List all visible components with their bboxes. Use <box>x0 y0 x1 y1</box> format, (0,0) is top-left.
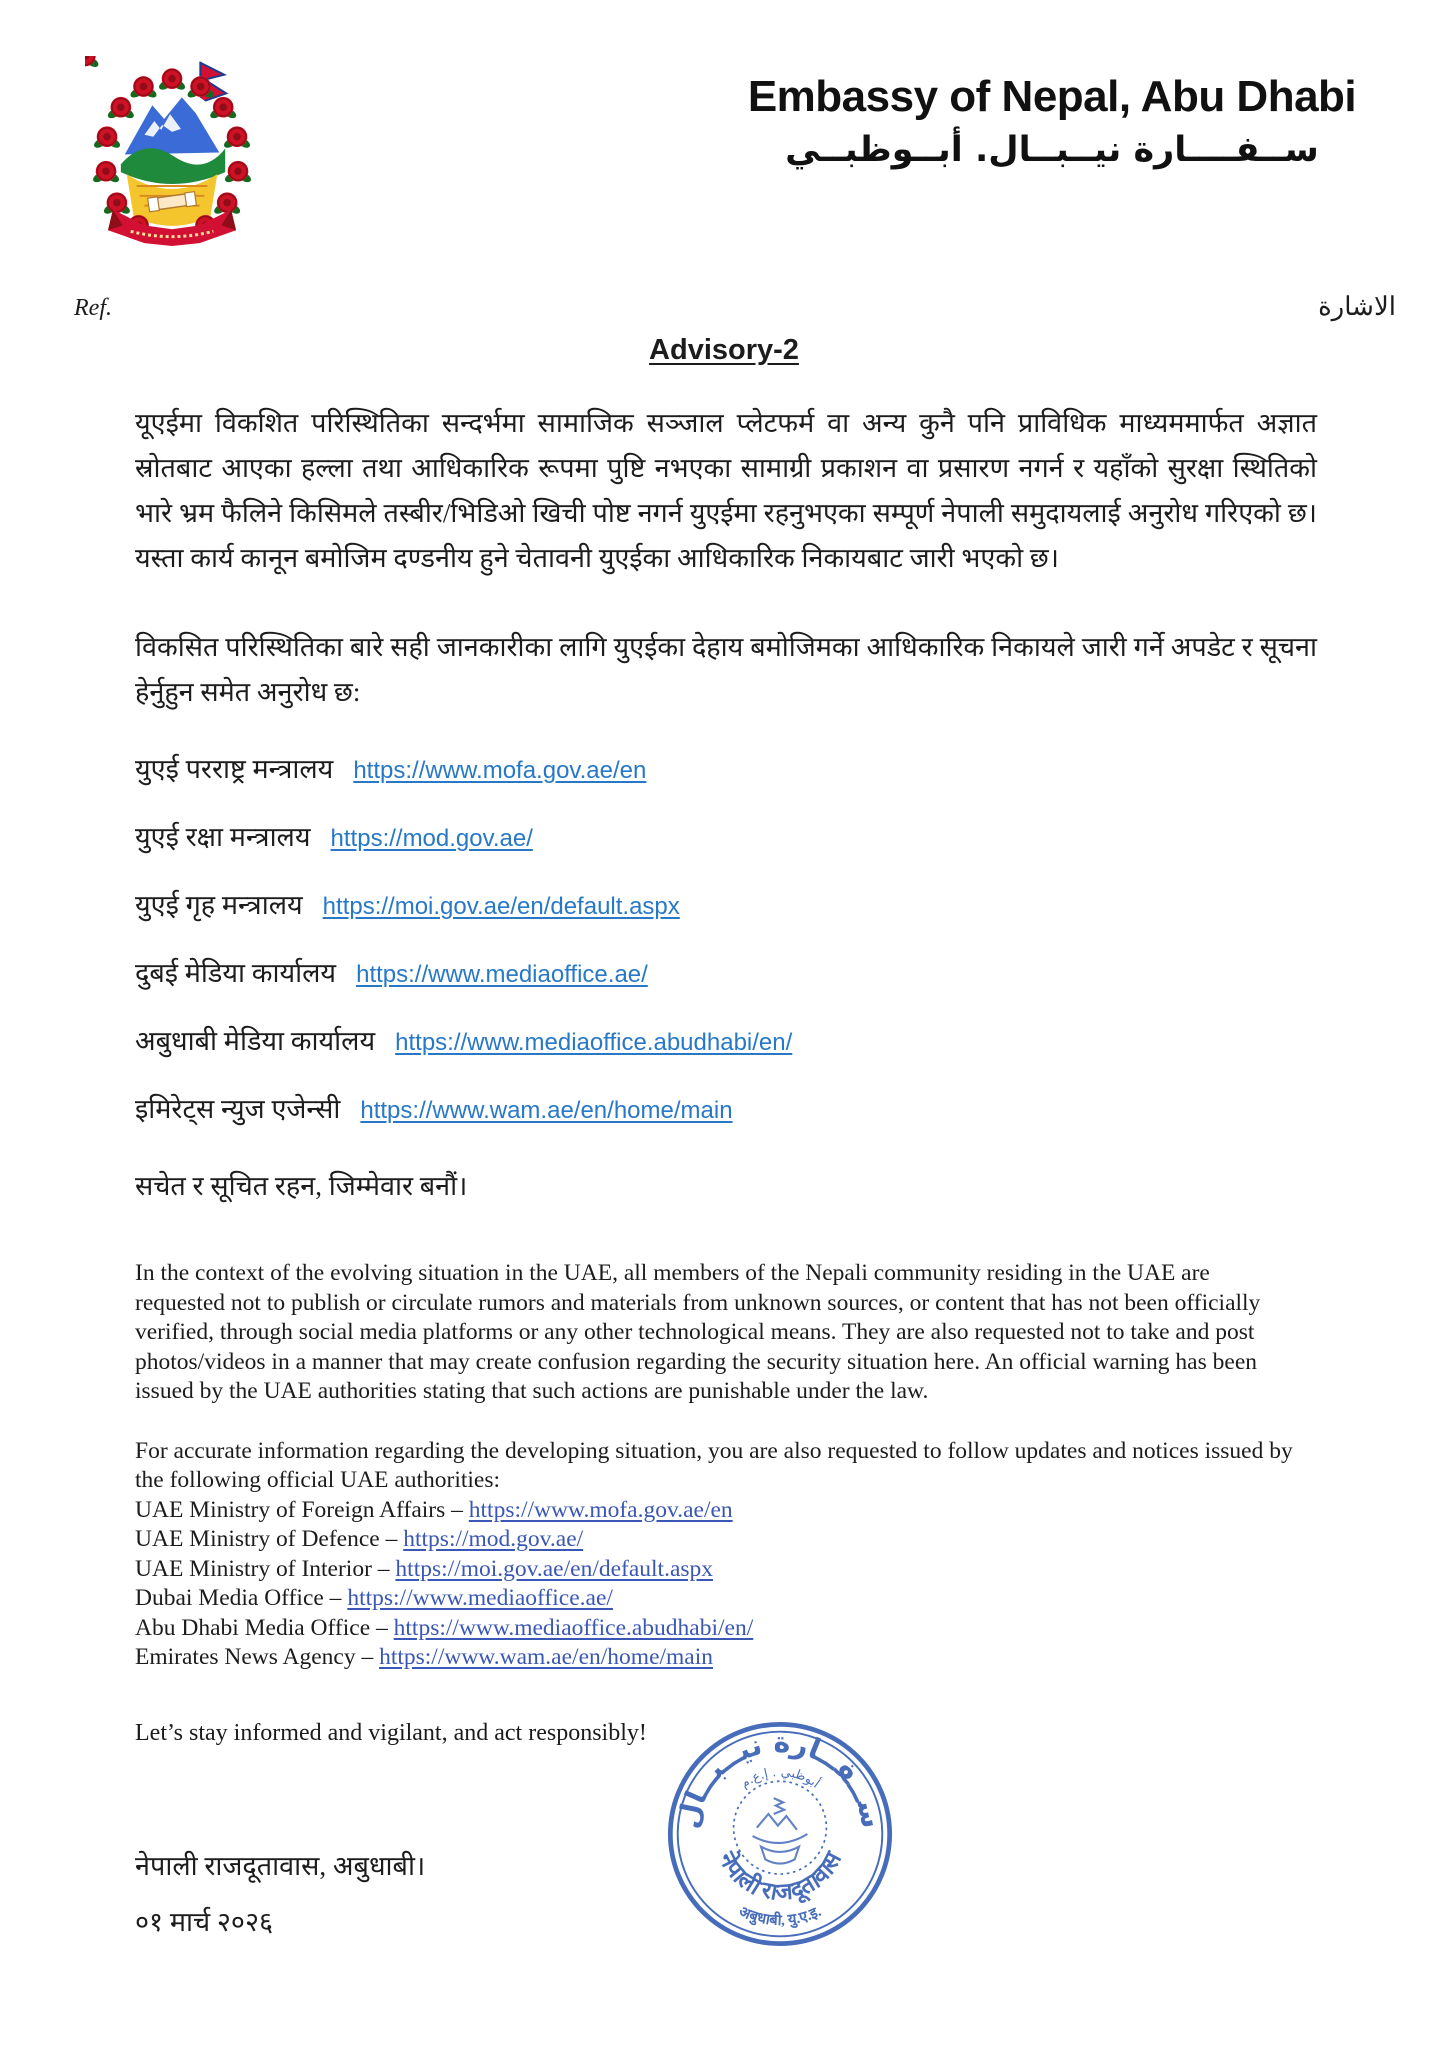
list-item <box>135 749 1317 786</box>
embassy-title-arabic: ســفــــارة نيــبــال. أبــوظبــي <box>785 130 1319 170</box>
en-link-url-mofa[interactable]: https://www.mofa.gov.ae/en <box>468 1496 733 1523</box>
signature-line: नेपाली राजदूतावास, अबुधाबी। <box>135 1851 426 1881</box>
stamp-arabic-top-text: ســفــارة نيــبــال <box>671 1725 889 1832</box>
embassy-seal-stamp <box>664 1716 896 1952</box>
ref-label-arabic: الاشارة <box>1318 292 1396 321</box>
list-item <box>135 1643 1300 1673</box>
list-item <box>135 953 1317 990</box>
list-item <box>135 817 1317 854</box>
ref-label: Ref. <box>74 295 112 321</box>
english-closing-line: Let’s stay informed and vigilant, and act responsibly! <box>135 1719 647 1746</box>
nepal-emblem-logo <box>85 56 263 248</box>
letterhead <box>0 0 1448 248</box>
np-link-label-mod: युएई रक्षा मन्त्रालय <box>135 822 311 852</box>
np-link-url-wam[interactable]: https://www.wam.ae/en/home/main <box>360 1097 733 1124</box>
document-title: Advisory-2 <box>649 334 799 366</box>
list-item <box>135 1584 1300 1614</box>
nepali-paragraph-1: यूएईमा विकशित परिस्थितिका सन्दर्भमा सामाजिक सञ्जाल प्लेटफर्म वा अन्य कुनै पनि प्राविधिक माध्यममार्फत अज्ञात स्रोतबाट आएका हल्ला तथा आधिकारिक रूपमा पुष्टि नभएका सामाग्री प्रकाशन वा प्रसारण नगर्न र यहाँको सुरक्षा स्थितिको भारे भ्रम फैलिने किसिमले तस्बीर/भिडिओ खिची पोष्ट नगर्न युएईमा रहनुभएका सम्पूर्ण नेपाली समुदायलाई अनुरोध गरिएको छ। यस्ता कार्य कानून बमोजिम दण्डनीय हुने चेतावनी युएईका आधिकारिक निकायबाट जारी भएको छ। <box>135 408 1317 573</box>
np-link-url-moi[interactable]: https://moi.gov.ae/en/default.aspx <box>322 893 680 920</box>
nepali-closing-line: सचेत र सूचित रहन, जिम्मेवार बनौं। <box>135 1171 468 1201</box>
list-item <box>135 1555 1300 1585</box>
en-link-url-dubai-media[interactable]: https://www.mediaoffice.ae/ <box>347 1585 613 1611</box>
np-link-label-abudhabi-media: अबुधाबी मेडिया कार्यालय <box>135 1026 376 1056</box>
np-link-url-mofa[interactable]: https://www.mofa.gov.ae/en <box>353 757 647 784</box>
np-link-label-moi: युएई गृह मन्त्रालय <box>135 890 303 920</box>
svg-text:أبوظبي . إ.ع.م <box>737 1764 823 1791</box>
en-link-label-moi: UAE Ministry of Interior – <box>135 1555 390 1582</box>
reference-row <box>0 292 1448 322</box>
en-link-label-mod: UAE Ministry of Defence – <box>135 1526 398 1552</box>
nepali-paragraph-2: विकसित परिस्थितिका बारे सही जानकारीका लागि युएईका देहाय बमोजिमका आधिकारिक निकायले जारी गर्ने अपडेट र सूचना हेर्नुहुन समेत अनुरोध छ: <box>135 632 1317 707</box>
en-link-url-mod[interactable]: https://mod.gov.ae/ <box>403 1526 584 1552</box>
english-paragraph-1: In the context of the evolving situation in the UAE, all members of the Nepali community residing in the UAE are requested not to publish or circulate rumors and materials from unknown sources, or content that has not been officially verified, through social media platforms or any other technological means. They are also requested not to take and post photos/videos in a manner that may create confusion regarding the security situation here. An official warning has been issued by the UAE authorities stating that such actions are punishable under the law. <box>135 1260 1261 1404</box>
nepali-link-list <box>135 749 1317 1126</box>
np-link-label-wam: इमिरेट्स न्युज एजेन्सी <box>135 1094 341 1124</box>
np-link-url-dubai-media[interactable]: https://www.mediaoffice.ae/ <box>356 961 648 988</box>
date-line: ०१ मार्च २०२६ <box>135 1907 274 1937</box>
list-item <box>135 1496 1300 1526</box>
embassy-title-block <box>712 72 1392 170</box>
english-intro: For accurate information regarding the developing situation, you are also requested to follow updates and notices issued by the following official UAE authorities: <box>135 1437 1293 1493</box>
stamp-arabic-sub-text: أبوظبي . إ.ع.م <box>737 1763 823 1791</box>
stamp-nepali-text: नेपाली राजदूतावास <box>713 1847 848 1906</box>
list-item <box>135 1089 1317 1126</box>
svg-text:अबुधाबी, यु.ए.इ. <box>736 1904 824 1930</box>
en-link-url-moi[interactable]: https://moi.gov.ae/en/default.aspx <box>395 1555 714 1582</box>
en-link-label-wam: Emirates News Agency – <box>135 1644 374 1670</box>
np-link-label-mofa: युएई परराष्ट्र मन्त्रालय <box>135 754 334 784</box>
svg-text:नेपाली राजदूतावास <box>713 1847 848 1907</box>
en-link-label-dubai-media: Dubai Media Office – <box>135 1585 342 1611</box>
embassy-title-english: Embassy of Nepal, Abu Dhabi <box>747 72 1357 121</box>
nepal-coat-of-arms-icon <box>85 56 263 248</box>
list-item <box>135 1614 1300 1644</box>
np-link-label-dubai-media: दुबई मेडिया कार्यालय <box>135 958 337 988</box>
en-link-url-abudhabi-media[interactable]: https://www.mediaoffice.abudhabi/en/ <box>393 1614 754 1641</box>
list-item <box>135 885 1317 922</box>
round-stamp-icon <box>664 1716 896 1952</box>
list-item <box>135 1021 1317 1058</box>
en-link-url-wam[interactable]: https://www.wam.ae/en/home/main <box>379 1644 714 1670</box>
list-item <box>135 1525 1300 1555</box>
np-link-url-abudhabi-media[interactable]: https://www.mediaoffice.abudhabi/en/ <box>395 1029 793 1056</box>
stamp-nepali-sub-text: अबुधाबी, यु.ए.इ. <box>736 1903 824 1930</box>
en-link-label-abudhabi-media: Abu Dhabi Media Office – <box>135 1614 388 1641</box>
np-link-url-mod[interactable]: https://mod.gov.ae/ <box>330 825 533 852</box>
en-link-label-mofa: UAE Ministry of Foreign Affairs – <box>135 1496 463 1523</box>
english-paragraph-2 <box>135 1437 1300 1673</box>
